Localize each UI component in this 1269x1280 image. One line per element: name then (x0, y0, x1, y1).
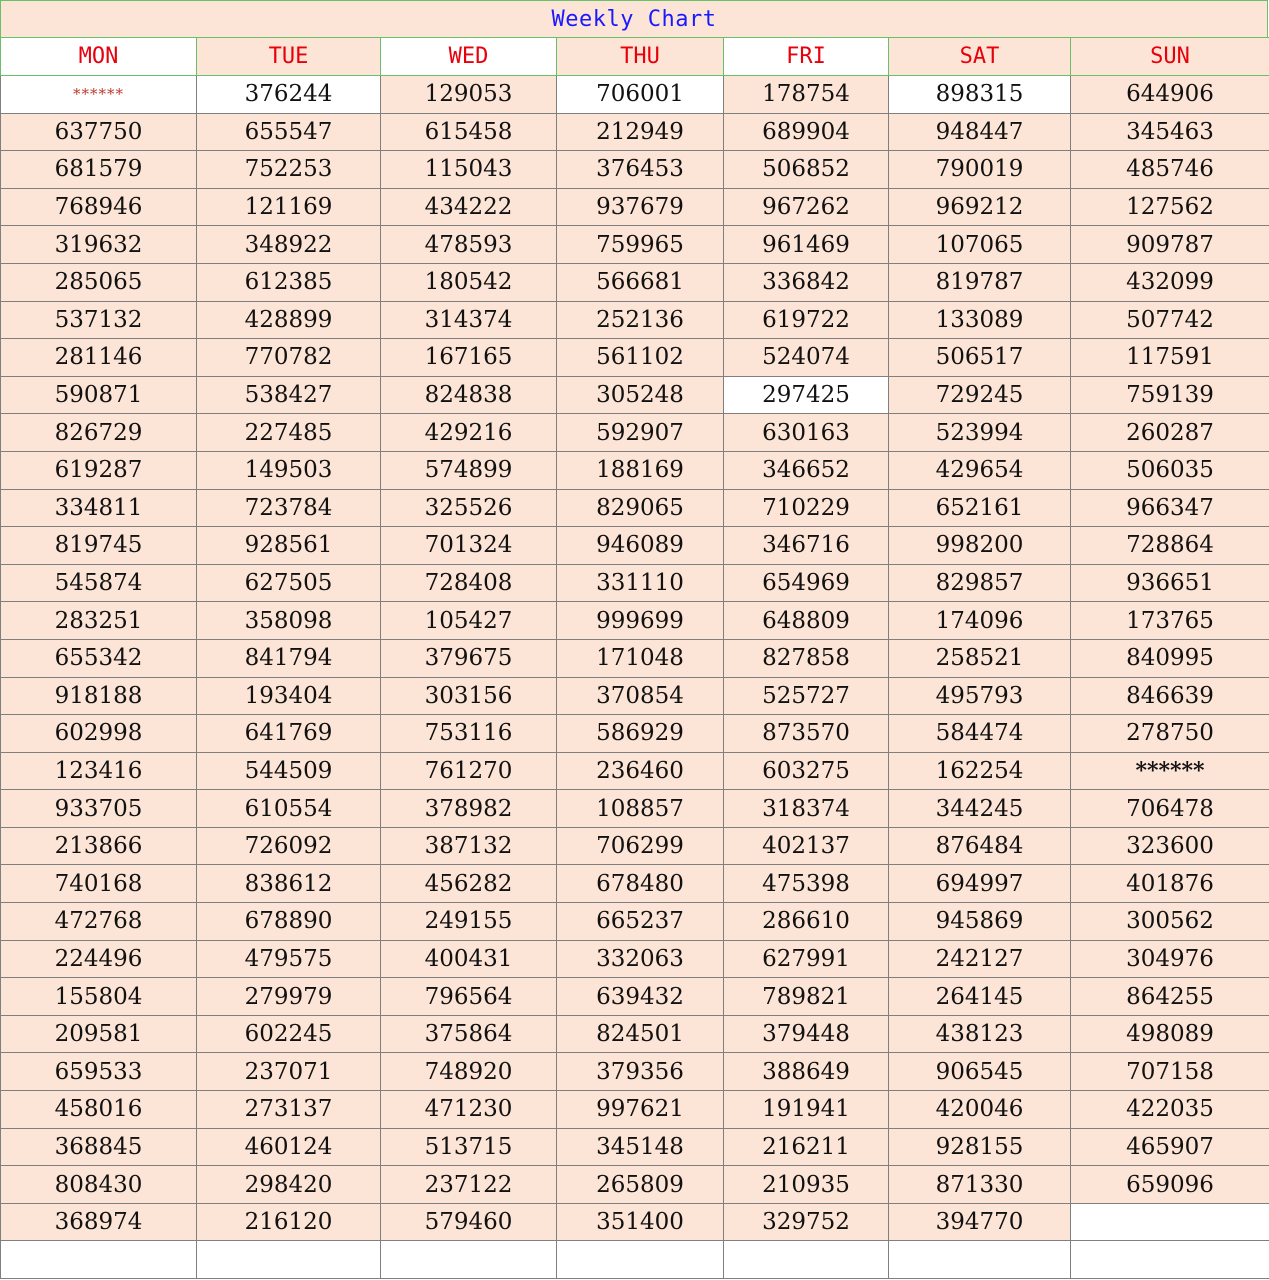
cell-mon: 209581 (1, 1015, 197, 1053)
cell-thu: 188169 (557, 451, 724, 489)
cell-tue: 770782 (197, 339, 381, 377)
cell-wed: 761270 (381, 752, 557, 790)
chart-title: Weekly Chart (551, 6, 717, 32)
cell-thu: 236460 (557, 752, 724, 790)
table-row (1, 414, 1269, 452)
cell-wed: 701324 (381, 527, 557, 565)
table-row (1, 865, 1269, 903)
cell-mon: 659533 (1, 1053, 197, 1091)
cell-fri: 379448 (724, 1015, 889, 1053)
cell-mon: 681579 (1, 151, 197, 189)
cell-sat: 162254 (889, 752, 1071, 790)
cell-sat: 264145 (889, 978, 1071, 1016)
cell-fri: 346716 (724, 527, 889, 565)
cell-mon: 213866 (1, 827, 197, 865)
cell-fri: 346652 (724, 451, 889, 489)
cell-fri: 318374 (724, 790, 889, 828)
cell-wed: 378982 (381, 790, 557, 828)
cell-sat: 107065 (889, 226, 1071, 264)
cell-mon: 285065 (1, 263, 197, 301)
cell-wed: 513715 (381, 1128, 557, 1166)
day-header-tue: TUE (197, 38, 381, 76)
cell-fri: 630163 (724, 414, 889, 452)
table-row (1, 1241, 1269, 1279)
chart-body (1, 76, 1269, 1279)
cell-tue: 237071 (197, 1053, 381, 1091)
cell-thu: 678480 (557, 865, 724, 903)
cell-wed: 375864 (381, 1015, 557, 1053)
table-row (1, 1128, 1269, 1166)
cell-sat: 928155 (889, 1128, 1071, 1166)
cell-wed: 115043 (381, 151, 557, 189)
cell-sun: 401876 (1071, 865, 1269, 903)
cell-sat: 429654 (889, 451, 1071, 489)
table-row (1, 113, 1269, 151)
cell-mon: 933705 (1, 790, 197, 828)
cell-wed: 824838 (381, 376, 557, 414)
cell-tue: 376244 (197, 76, 381, 114)
cell-sun: 864255 (1071, 978, 1269, 1016)
day-header-fri: FRI (724, 38, 889, 76)
cell-mon: 472768 (1, 903, 197, 941)
cell-thu: 706001 (557, 76, 724, 114)
cell-fri: 216211 (724, 1128, 889, 1166)
cell-thu: 937679 (557, 188, 724, 226)
cell-thu: 376453 (557, 151, 724, 189)
cell-mon: 740168 (1, 865, 197, 903)
day-header-sun: SUN (1071, 38, 1269, 76)
cell-sun: 707158 (1071, 1053, 1269, 1091)
table-row (1, 715, 1269, 753)
cell-tue: 678890 (197, 903, 381, 941)
cell-fri: 402137 (724, 827, 889, 865)
cell-wed: 574899 (381, 451, 557, 489)
cell-tue: 627505 (197, 564, 381, 602)
cell-mon: 545874 (1, 564, 197, 602)
cell-tue: 602245 (197, 1015, 381, 1053)
cell-sat: 438123 (889, 1015, 1071, 1053)
cell-thu: 331110 (557, 564, 724, 602)
cell-sat: 242127 (889, 940, 1071, 978)
table-row (1, 263, 1269, 301)
cell-mon: 655342 (1, 639, 197, 677)
cell-fri: 525727 (724, 677, 889, 715)
cell-wed: 129053 (381, 76, 557, 114)
cell-mon: 281146 (1, 339, 197, 377)
cell-sun: 422035 (1071, 1091, 1269, 1129)
cell-fri: 603275 (724, 752, 889, 790)
cell-wed: 753116 (381, 715, 557, 753)
cell-wed: 249155 (381, 903, 557, 941)
cell-fri: 297425 (724, 376, 889, 414)
cell-thu: 999699 (557, 602, 724, 640)
table-row (1, 639, 1269, 677)
cell-fri: 210935 (724, 1166, 889, 1204)
cell-mon: ****** (1, 76, 197, 114)
cell-wed: 728408 (381, 564, 557, 602)
cell-tue: 641769 (197, 715, 381, 753)
table-row (1, 564, 1269, 602)
cell-wed: 237122 (381, 1166, 557, 1204)
cell-sat: 819787 (889, 263, 1071, 301)
cell-sat: 898315 (889, 76, 1071, 114)
cell-sat: 871330 (889, 1166, 1071, 1204)
table-row (1, 978, 1269, 1016)
cell-tue: 841794 (197, 639, 381, 677)
table-row (1, 677, 1269, 715)
table-row (1, 151, 1269, 189)
cell-fri: 654969 (724, 564, 889, 602)
cell-tue: 479575 (197, 940, 381, 978)
cell-sat (889, 1241, 1071, 1279)
cell-fri: 789821 (724, 978, 889, 1016)
cell-mon: 319632 (1, 226, 197, 264)
cell-sun: 485746 (1071, 151, 1269, 189)
cell-fri: 475398 (724, 865, 889, 903)
cell-sat: 523994 (889, 414, 1071, 452)
cell-thu: 265809 (557, 1166, 724, 1204)
table-row (1, 376, 1269, 414)
cell-thu: 370854 (557, 677, 724, 715)
cell-tue: 726092 (197, 827, 381, 865)
cell-sat: 174096 (889, 602, 1071, 640)
cell-tue: 193404 (197, 677, 381, 715)
cell-mon: 283251 (1, 602, 197, 640)
table-row (1, 903, 1269, 941)
cell-fri: 689904 (724, 113, 889, 151)
cell-mon: 590871 (1, 376, 197, 414)
cell-sun: 127562 (1071, 188, 1269, 226)
cell-sun: 173765 (1071, 602, 1269, 640)
cell-tue: 428899 (197, 301, 381, 339)
cell-thu: 759965 (557, 226, 724, 264)
cell-thu: 829065 (557, 489, 724, 527)
table-row (1, 940, 1269, 978)
cell-fri: 191941 (724, 1091, 889, 1129)
cell-thu: 305248 (557, 376, 724, 414)
cell-thu: 665237 (557, 903, 724, 941)
cell-sun: 759139 (1071, 376, 1269, 414)
cell-fri: 873570 (724, 715, 889, 753)
cell-thu: 824501 (557, 1015, 724, 1053)
cell-tue: 149503 (197, 451, 381, 489)
cell-sun: 304976 (1071, 940, 1269, 978)
cell-mon: 808430 (1, 1166, 197, 1204)
cell-tue: 273137 (197, 1091, 381, 1129)
cell-thu: 946089 (557, 527, 724, 565)
cell-mon: 458016 (1, 1091, 197, 1129)
cell-sun: 966347 (1071, 489, 1269, 527)
cell-fri: 329752 (724, 1203, 889, 1241)
cell-sat: 133089 (889, 301, 1071, 339)
cell-fri: 524074 (724, 339, 889, 377)
cell-mon: 918188 (1, 677, 197, 715)
cell-mon: 368845 (1, 1128, 197, 1166)
cell-tue: 279979 (197, 978, 381, 1016)
cell-mon: 819745 (1, 527, 197, 565)
cell-wed: 478593 (381, 226, 557, 264)
cell-thu: 212949 (557, 113, 724, 151)
cell-mon: 334811 (1, 489, 197, 527)
cell-tue: 752253 (197, 151, 381, 189)
cell-sat: 258521 (889, 639, 1071, 677)
cell-sun: 260287 (1071, 414, 1269, 452)
cell-sat: 506517 (889, 339, 1071, 377)
cell-sun (1071, 1203, 1269, 1241)
cell-thu: 997621 (557, 1091, 724, 1129)
header-row (1, 38, 1269, 76)
cell-wed: 180542 (381, 263, 557, 301)
cell-fri: 961469 (724, 226, 889, 264)
cell-thu: 345148 (557, 1128, 724, 1166)
cell-sun: 345463 (1071, 113, 1269, 151)
cell-mon: 768946 (1, 188, 197, 226)
cell-thu (557, 1241, 724, 1279)
cell-sun: 300562 (1071, 903, 1269, 941)
cell-wed: 387132 (381, 827, 557, 865)
cell-wed: 434222 (381, 188, 557, 226)
table-row (1, 1203, 1269, 1241)
table-row (1, 1053, 1269, 1091)
cell-wed: 456282 (381, 865, 557, 903)
cell-sat: 420046 (889, 1091, 1071, 1129)
cell-tue: 348922 (197, 226, 381, 264)
cell-fri: 506852 (724, 151, 889, 189)
cell-sun: 507742 (1071, 301, 1269, 339)
cell-mon: 602998 (1, 715, 197, 753)
chart-title-bar (0, 0, 1268, 37)
cell-sat: 584474 (889, 715, 1071, 753)
cell-sat: 948447 (889, 113, 1071, 151)
cell-sat: 829857 (889, 564, 1071, 602)
cell-wed: 796564 (381, 978, 557, 1016)
cell-wed: 748920 (381, 1053, 557, 1091)
cell-tue (197, 1241, 381, 1279)
cell-thu: 566681 (557, 263, 724, 301)
cell-sat: 729245 (889, 376, 1071, 414)
cell-thu: 561102 (557, 339, 724, 377)
cell-sun: 644906 (1071, 76, 1269, 114)
cell-tue: 216120 (197, 1203, 381, 1241)
cell-wed: 471230 (381, 1091, 557, 1129)
cell-sat: 652161 (889, 489, 1071, 527)
table-row (1, 1166, 1269, 1204)
cell-thu: 592907 (557, 414, 724, 452)
cell-tue: 227485 (197, 414, 381, 452)
cell-wed: 579460 (381, 1203, 557, 1241)
cell-mon: 826729 (1, 414, 197, 452)
cell-sun: 936651 (1071, 564, 1269, 602)
cell-fri: 336842 (724, 263, 889, 301)
table-row (1, 527, 1269, 565)
cell-sun (1071, 1241, 1269, 1279)
cell-wed: 105427 (381, 602, 557, 640)
cell-thu: 108857 (557, 790, 724, 828)
cell-sat: 394770 (889, 1203, 1071, 1241)
weekly-chart-table (0, 37, 1269, 1279)
cell-wed: 167165 (381, 339, 557, 377)
table-row (1, 188, 1269, 226)
cell-mon (1, 1241, 197, 1279)
cell-tue: 723784 (197, 489, 381, 527)
cell-sat: 495793 (889, 677, 1071, 715)
cell-mon: 537132 (1, 301, 197, 339)
cell-sat: 969212 (889, 188, 1071, 226)
cell-mon: 224496 (1, 940, 197, 978)
cell-sun: 498089 (1071, 1015, 1269, 1053)
cell-fri: 627991 (724, 940, 889, 978)
day-header-wed: WED (381, 38, 557, 76)
cell-tue: 928561 (197, 527, 381, 565)
cell-tue: 121169 (197, 188, 381, 226)
table-row (1, 602, 1269, 640)
cell-tue: 610554 (197, 790, 381, 828)
table-row (1, 790, 1269, 828)
cell-fri: 178754 (724, 76, 889, 114)
cell-wed: 379675 (381, 639, 557, 677)
table-row (1, 752, 1269, 790)
cell-tue: 544509 (197, 752, 381, 790)
cell-mon: 637750 (1, 113, 197, 151)
cell-sat: 945869 (889, 903, 1071, 941)
cell-tue: 655547 (197, 113, 381, 151)
cell-thu: 351400 (557, 1203, 724, 1241)
cell-mon: 368974 (1, 1203, 197, 1241)
cell-fri: 967262 (724, 188, 889, 226)
cell-sun: 323600 (1071, 827, 1269, 865)
cell-thu: 332063 (557, 940, 724, 978)
cell-sun: 432099 (1071, 263, 1269, 301)
cell-tue: 358098 (197, 602, 381, 640)
day-header-sat: SAT (889, 38, 1071, 76)
table-row (1, 226, 1269, 264)
cell-sun: 728864 (1071, 527, 1269, 565)
cell-tue: 298420 (197, 1166, 381, 1204)
cell-fri: 827858 (724, 639, 889, 677)
cell-fri: 710229 (724, 489, 889, 527)
cell-sat: 998200 (889, 527, 1071, 565)
cell-sat: 344245 (889, 790, 1071, 828)
table-row (1, 76, 1269, 114)
day-header-thu: THU (557, 38, 724, 76)
cell-sun: 909787 (1071, 226, 1269, 264)
cell-fri: 388649 (724, 1053, 889, 1091)
table-row (1, 489, 1269, 527)
day-header-mon: MON (1, 38, 197, 76)
cell-wed (381, 1241, 557, 1279)
cell-sun: 117591 (1071, 339, 1269, 377)
table-row (1, 451, 1269, 489)
cell-sun: ****** (1071, 752, 1269, 790)
cell-sat: 790019 (889, 151, 1071, 189)
table-row (1, 339, 1269, 377)
cell-tue: 460124 (197, 1128, 381, 1166)
cell-mon: 619287 (1, 451, 197, 489)
cell-thu: 171048 (557, 639, 724, 677)
cell-thu: 706299 (557, 827, 724, 865)
cell-tue: 838612 (197, 865, 381, 903)
cell-mon: 123416 (1, 752, 197, 790)
table-row (1, 1015, 1269, 1053)
cell-fri (724, 1241, 889, 1279)
cell-sun: 846639 (1071, 677, 1269, 715)
cell-wed: 325526 (381, 489, 557, 527)
cell-wed: 615458 (381, 113, 557, 151)
cell-wed: 303156 (381, 677, 557, 715)
cell-sat: 906545 (889, 1053, 1071, 1091)
cell-thu: 252136 (557, 301, 724, 339)
cell-mon: 155804 (1, 978, 197, 1016)
cell-sun: 706478 (1071, 790, 1269, 828)
cell-tue: 612385 (197, 263, 381, 301)
cell-fri: 619722 (724, 301, 889, 339)
cell-sat: 694997 (889, 865, 1071, 903)
cell-thu: 379356 (557, 1053, 724, 1091)
cell-thu: 586929 (557, 715, 724, 753)
cell-thu: 639432 (557, 978, 724, 1016)
cell-fri: 286610 (724, 903, 889, 941)
cell-tue: 538427 (197, 376, 381, 414)
cell-wed: 314374 (381, 301, 557, 339)
cell-sun: 659096 (1071, 1166, 1269, 1204)
cell-sun: 840995 (1071, 639, 1269, 677)
cell-sun: 506035 (1071, 451, 1269, 489)
cell-sun: 465907 (1071, 1128, 1269, 1166)
cell-wed: 429216 (381, 414, 557, 452)
table-row (1, 827, 1269, 865)
cell-wed: 400431 (381, 940, 557, 978)
cell-sun: 278750 (1071, 715, 1269, 753)
table-row (1, 301, 1269, 339)
table-row (1, 1091, 1269, 1129)
cell-sat: 876484 (889, 827, 1071, 865)
cell-fri: 648809 (724, 602, 889, 640)
